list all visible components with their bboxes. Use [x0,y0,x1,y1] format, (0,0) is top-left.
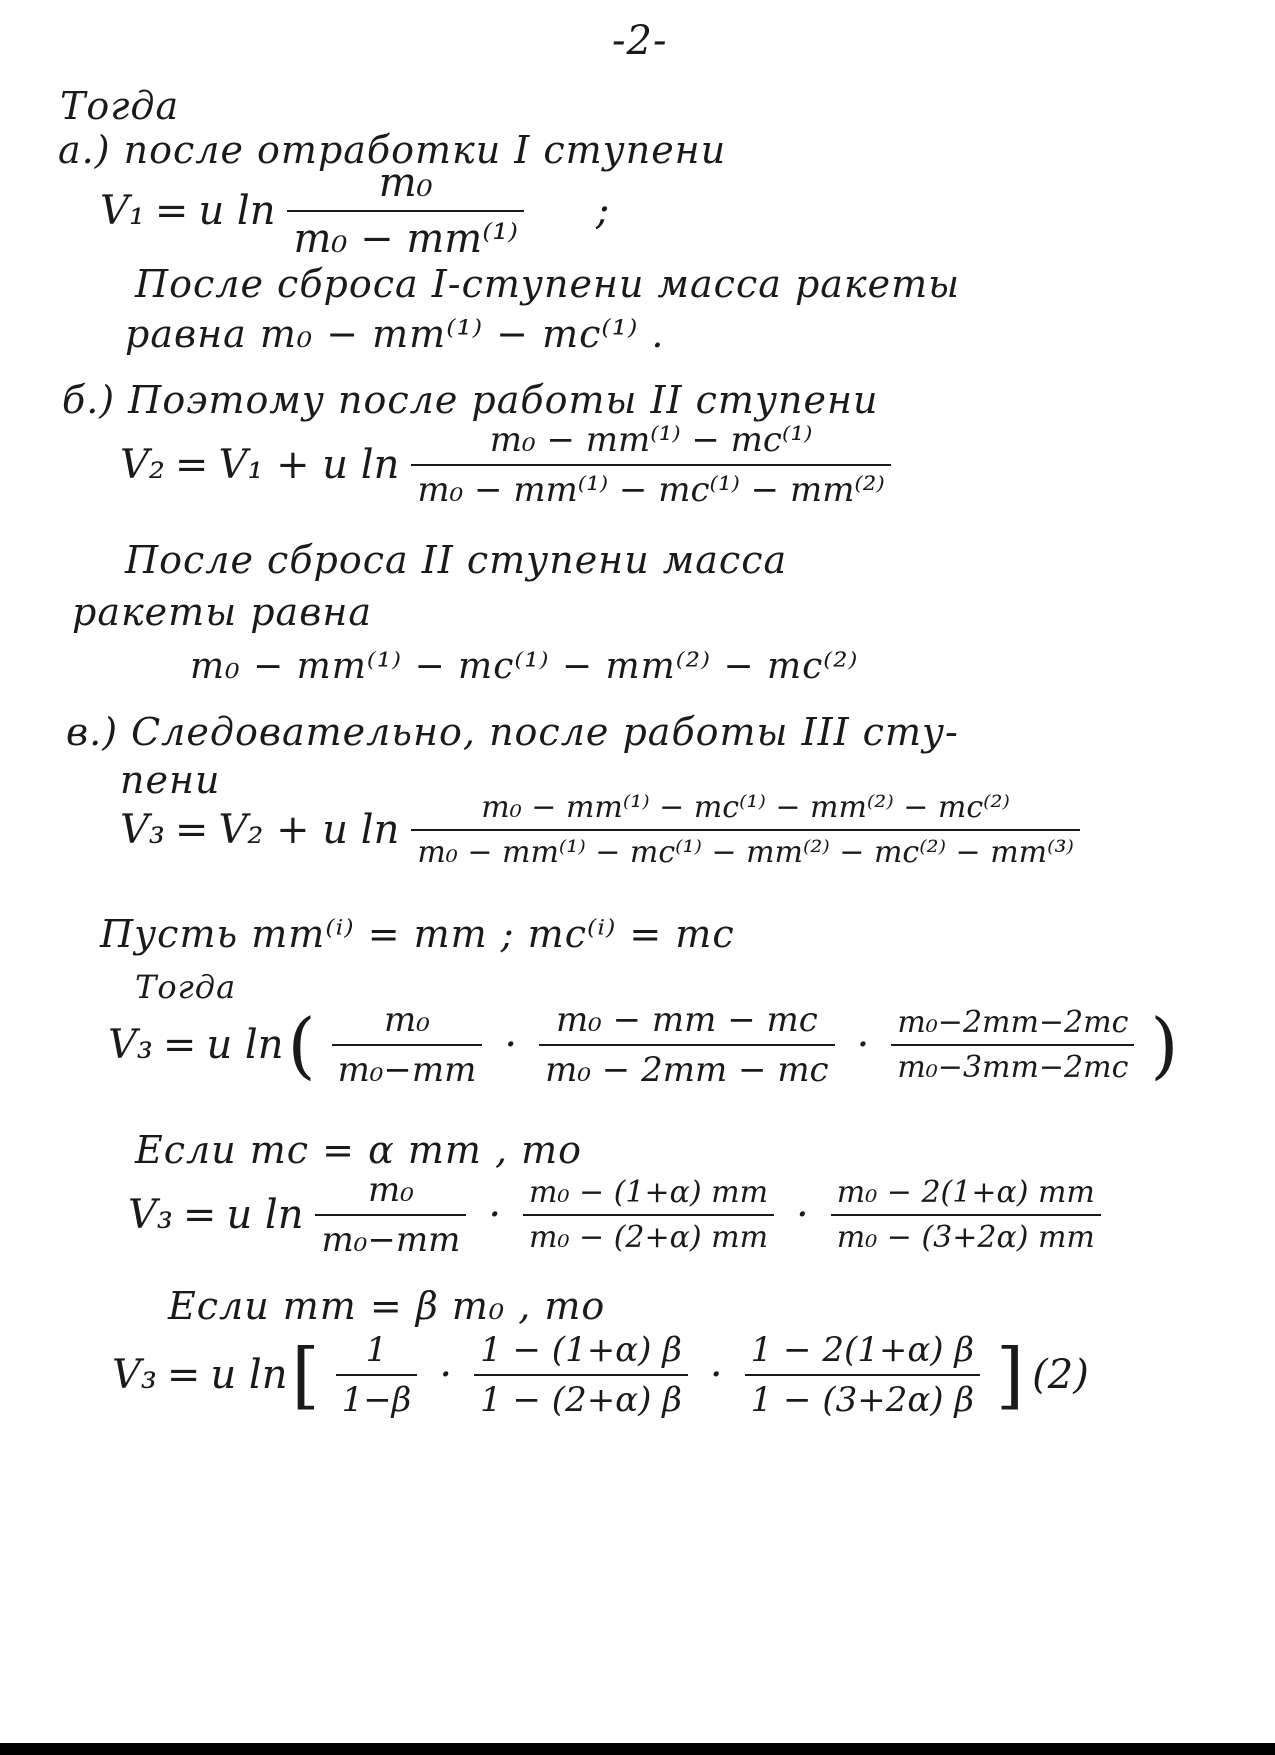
equals-sign: = [174,807,209,853]
eq-lhs: V₁ [100,188,145,234]
fraction-numerator: m₀ − mт⁽¹⁾ − mс⁽¹⁾ − mт⁽²⁾ − mс⁽²⁾ [481,790,1010,825]
open-bracket: [ [291,1333,320,1417]
fraction-3 [831,1175,1101,1255]
dot-operator: · [796,1192,809,1238]
fraction-denominator: m₀ − mт⁽¹⁾ − mс⁽¹⁾ − mт⁽²⁾ − mс⁽²⁾ − mт⁽³⁾ [417,835,1074,870]
fraction [411,420,890,510]
fraction-denominator: m₀ − mт⁽¹⁾ [293,216,518,262]
eq-rhs-prefix: u ln [206,1022,284,1068]
fraction-denominator: 1 − (3+2α) β [750,1380,975,1420]
equation-number: (2) [1032,1352,1089,1398]
eq-lhs: V₃ [128,1192,173,1238]
scan-edge [0,1743,1275,1755]
equation-v2 [120,420,903,510]
fraction-denominator: m₀ − 2mт − mс [545,1050,829,1090]
fraction-2 [474,1330,688,1420]
eq-rhs-prefix: V₁ + u ln [218,442,400,488]
note-2-line-3: m₀ − mт⁽¹⁾ − mс⁽¹⁾ − mт⁽²⁾ − mс⁽²⁾ [190,646,859,687]
eq-rhs-prefix: u ln [210,1352,288,1398]
eq-rhs-prefix: V₂ + u ln [218,807,400,853]
note-2-line-1: После сброса II ступени масса [125,538,788,582]
fraction-numerator: m₀ [378,160,433,206]
fraction-3 [745,1330,980,1420]
fraction-denominator: m₀ − (2+α) mт [529,1220,769,1255]
fraction-denominator: m₀ − (3+2α) mт [836,1220,1095,1255]
eq-lhs: V₂ [120,442,165,488]
fraction-1 [336,1330,418,1420]
part-b-label: б.) Поэтому после работы II ступени [62,378,879,422]
equals-sign: = [154,188,189,234]
if-alpha-label: Если mс = α mт , то [135,1128,583,1172]
fraction-denominator: m₀ − mт⁽¹⁾ − mс⁽¹⁾ − mт⁽²⁾ [417,470,885,510]
fraction-bar [411,829,1080,831]
intro-tohda: Тогда [60,84,180,128]
fraction-bar [745,1374,980,1376]
fraction-numerator: 1 [365,1330,388,1370]
equation-v3 [120,790,1092,870]
fraction-bar [539,1044,834,1046]
fraction-2 [539,1000,834,1090]
fraction-2 [523,1175,774,1255]
equals-sign: = [162,1022,197,1068]
dot-operator: · [709,1352,723,1398]
fraction-numerator: m₀ [384,1000,430,1040]
fraction-bar [411,464,890,466]
fraction-numerator: m₀ − mт − mс [555,1000,818,1040]
eq-rhs-prefix: u ln [226,1192,304,1238]
fraction-numerator: m₀ − mт⁽¹⁾ − mс⁽¹⁾ [489,420,813,460]
fraction-denominator: 1 − (2+α) β [480,1380,682,1420]
part-a-label: а.) после отработки I ступени [58,128,727,172]
close-bracket: ] [996,1333,1025,1417]
eq-lhs: V₃ [112,1352,157,1398]
eq-lhs: V₃ [120,807,165,853]
fraction-numerator: m₀−2mт−2mс [897,1005,1129,1040]
fraction-bar [287,210,523,212]
equals-sign: = [182,1192,217,1238]
fraction-bar [332,1044,483,1046]
fraction-numerator: m₀ − (1+α) mт [529,1175,769,1210]
close-bracket: ) [1150,1003,1179,1087]
fraction-numerator: m₀ [367,1170,414,1210]
note-2-line-2: ракеты равна [72,590,373,634]
eq-rhs-prefix: u ln [198,188,276,234]
fraction-1 [315,1170,466,1260]
fraction-denominator: m₀−mт [337,1050,477,1090]
fraction-numerator: 1 − 2(1+α) β [750,1330,975,1370]
fraction-bar [336,1374,418,1376]
fraction-bar [891,1044,1134,1046]
fraction-denominator: m₀−mт [321,1220,461,1260]
equals-sign: = [174,442,209,488]
fraction [287,160,523,262]
dot-operator: · [504,1022,518,1068]
assumption: Пусть mт⁽ⁱ⁾ = mт ; mс⁽ⁱ⁾ = mс [100,912,735,956]
open-bracket: ( [287,1003,316,1087]
fraction-1 [332,1000,483,1090]
eq-end: ; [595,188,610,234]
fraction-bar [523,1214,774,1216]
equation-v1 [100,160,609,262]
page-number: -2- [612,18,668,64]
fraction-denominator: 1−β [341,1380,412,1420]
dot-operator: · [488,1192,502,1238]
fraction-bar [474,1374,688,1376]
fraction-bar [315,1214,466,1216]
fraction-numerator: m₀ − 2(1+α) mт [836,1175,1095,1210]
dot-operator: · [439,1352,453,1398]
eq-lhs: V₃ [108,1022,153,1068]
fraction-denominator: m₀−3mт−2mс [897,1050,1129,1085]
equation-v3-equal-stages [108,1000,1183,1090]
then-label: Тогда [135,968,237,1006]
equals-sign: = [166,1352,201,1398]
part-c-label-line-1: в.) Следовательно, после работы III сту- [66,710,959,754]
fraction-numerator: 1 − (1+α) β [480,1330,682,1370]
note-1-line-1: После сброса I-ступени масса ракеты [135,262,961,306]
fraction [411,790,1080,870]
equation-v3-alpha [128,1170,1113,1260]
equation-v3-beta [112,1330,1089,1420]
note-1-line-2: равна m₀ − mт⁽¹⁾ − mс⁽¹⁾ . [125,312,665,356]
fraction-3 [891,1005,1134,1085]
if-beta-label: Если mт = β m₀ , то [168,1284,606,1328]
fraction-bar [831,1214,1101,1216]
part-c-label-line-2: пени [120,758,221,802]
dot-operator: · [856,1022,870,1068]
